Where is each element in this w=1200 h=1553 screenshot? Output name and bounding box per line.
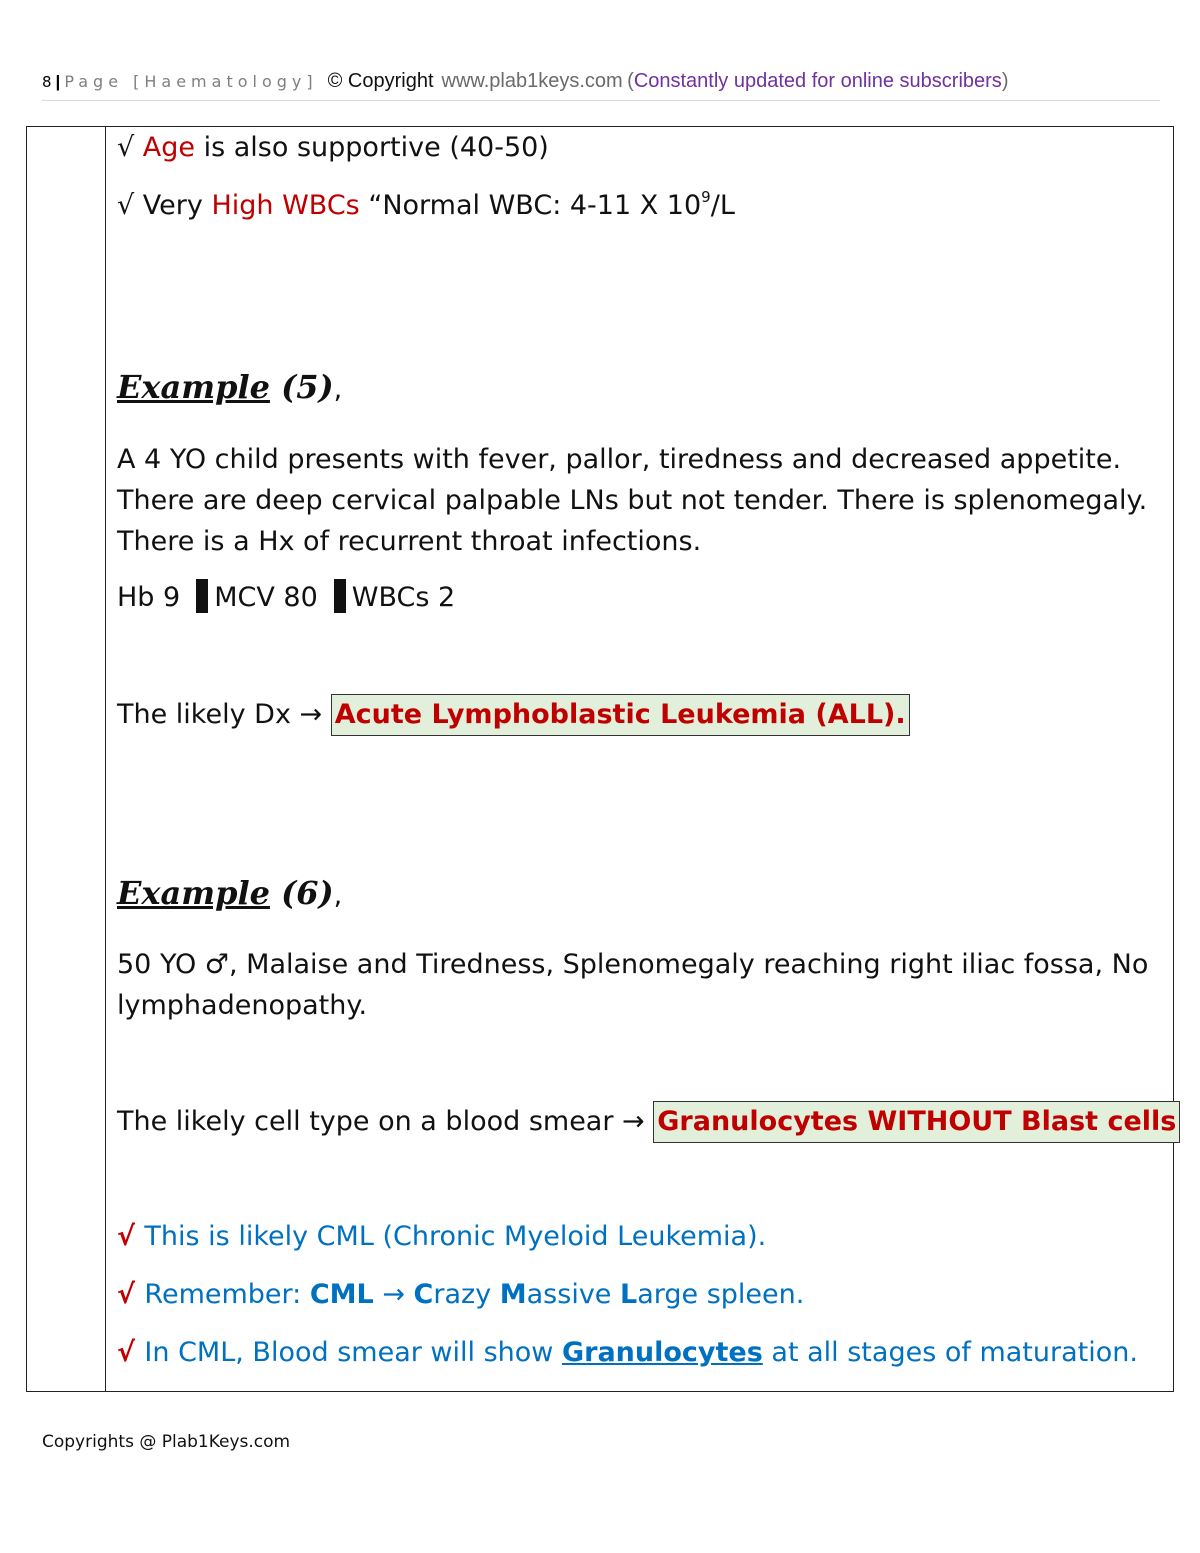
example-6-case — [117, 944, 1148, 1026]
check-mark: √ — [117, 1221, 145, 1252]
header-paren-open: ( — [627, 70, 634, 92]
wbc-exponent: 9 — [701, 188, 711, 206]
smear-prefix: The likely cell type on a blood smear → — [117, 1106, 654, 1137]
highlight-age: Age — [142, 132, 196, 163]
diagnosis-answer-box: Acute Lymphoblastic Leukemia (ALL). — [331, 694, 910, 736]
example-6-number: (6) — [269, 874, 334, 912]
content-table — [26, 126, 1174, 1392]
note-likely-cml — [117, 1217, 766, 1257]
check-mark: √ — [117, 1279, 145, 1310]
header-paren-close: ) — [1001, 70, 1009, 92]
lab-wbcs: WBCs 2 — [351, 582, 456, 613]
mnemonic-large-spleen: arge spleen. — [637, 1279, 805, 1310]
mnemonic-letter-c: C — [413, 1279, 434, 1310]
case-line: A 4 YO child presents with fever, pallor, tiredness and decreased appetite. — [117, 444, 1122, 475]
smear-note-suffix: at all stages of maturation. — [762, 1337, 1138, 1368]
intro-line-wbc-text: “Normal WBC: 4-11 X 10 — [359, 190, 702, 221]
case-line: There is a Hx of recurrent throat infections. — [117, 526, 702, 557]
mnemonic-massive: assive — [526, 1279, 620, 1310]
lab-separator — [334, 579, 346, 613]
page-footer: Copyrights @ Plab1Keys.com — [42, 1432, 291, 1452]
header-page-label: Page [Haematology] — [64, 72, 318, 91]
mnemonic-letter-l: L — [620, 1279, 638, 1310]
lab-hb: Hb 9 — [117, 582, 181, 613]
note-blood-smear — [117, 1333, 1138, 1373]
example-6-word: Example — [117, 874, 270, 912]
header-update-note: Constantly updated for online subscribers — [633, 70, 1002, 92]
mnemonic-cml: CML — [309, 1279, 374, 1310]
intro-line-wbc-prefix: √ Very — [117, 190, 212, 221]
intro-line-age — [117, 128, 549, 168]
mnemonic-prefix: Remember: — [144, 1279, 310, 1310]
example-6-comma: , — [333, 880, 343, 911]
example-6-heading — [117, 874, 342, 912]
header-copyright: © Copyright — [327, 70, 434, 92]
header-separator: | — [55, 72, 61, 91]
mnemonic-crazy: razy — [433, 1279, 500, 1310]
note-likely-cml-text: This is likely CML (Chronic Myeloid Leukemia). — [144, 1221, 767, 1252]
example-5-labs — [117, 578, 455, 618]
example-5-word: Example — [117, 368, 270, 406]
example-5-diagnosis — [117, 694, 910, 736]
intro-line-wbc — [117, 186, 735, 226]
example-5-heading — [117, 368, 342, 406]
smear-note-prefix: In CML, Blood smear will show — [144, 1337, 562, 1368]
mnemonic-arrow: → — [373, 1279, 414, 1310]
lab-mcv: MCV 80 — [214, 582, 318, 613]
intro-line-age-text: is also supportive (40-50) — [195, 132, 549, 163]
page-number: 8 — [42, 73, 52, 91]
lab-separator — [196, 579, 208, 613]
wbc-unit: /L — [710, 190, 735, 221]
table-column-divider — [105, 126, 106, 1392]
note-mnemonic — [117, 1275, 804, 1315]
check-mark: √ — [117, 132, 143, 163]
example-5-number: (5) — [269, 368, 334, 406]
smear-answer-box: Granulocytes WITHOUT Blast cells — [653, 1101, 1180, 1143]
case-line: There are deep cervical palpable LNs but not tender. There is splenomegaly. — [117, 485, 1148, 516]
header-site-link[interactable]: www.plab1keys.com — [441, 70, 623, 92]
example-5-comma: , — [333, 374, 343, 405]
example-5-case — [117, 439, 1147, 562]
mnemonic-letter-m: M — [499, 1279, 527, 1310]
highlight-high-wbcs: High WBCs — [211, 190, 360, 221]
diagnosis-prefix: The likely Dx → — [117, 699, 331, 730]
check-mark: √ — [117, 1337, 145, 1368]
case-line: 50 YO ♂, Malaise and Tiredness, Splenomegaly reaching right iliac fossa, No — [117, 949, 1149, 980]
case-line: lymphadenopathy. — [117, 990, 368, 1021]
smear-note-granulocytes: Granulocytes — [561, 1337, 763, 1368]
example-6-smear — [117, 1101, 1180, 1143]
page-header — [42, 70, 1160, 101]
